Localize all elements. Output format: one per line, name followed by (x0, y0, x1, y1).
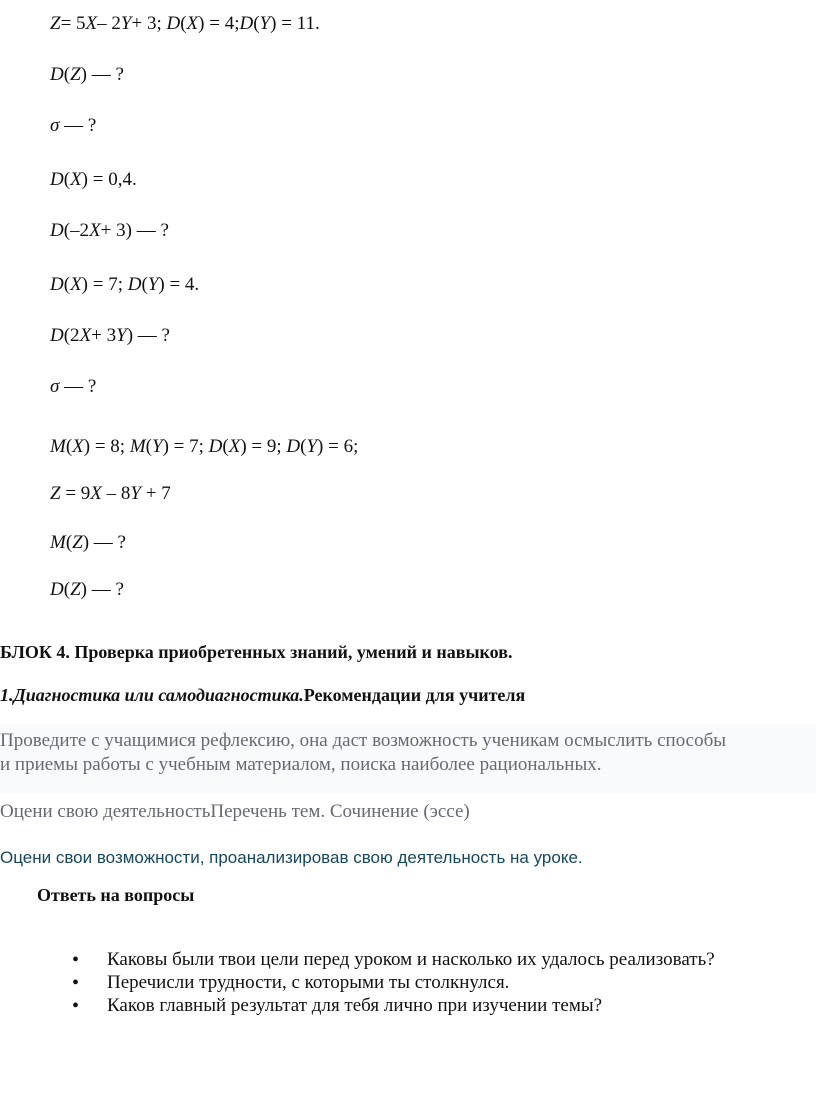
question-text: Каков главный результат для тебя лично при изучении темы? (107, 995, 603, 1016)
recommendation-line-1: Проведите с учащимися рефлексию, она даст возможность ученикам осмыслить способы (0, 730, 727, 751)
formula-task4-given: M(X) = 8; M(Y) = 7; D(X) = 9; D(Y) = 6; (50, 436, 359, 457)
formula-task2-given: D(X) = 0,4. (50, 169, 137, 190)
bullet-icon: • (72, 972, 80, 994)
evaluate-activity-line: Оцени свою деятельностьПеречень тем. Сочинение (эссе) (0, 801, 470, 822)
formula-task4-question-mz: M(Z) — ? (50, 532, 126, 553)
bullet-icon: • (72, 949, 80, 971)
answer-questions-heading: Ответь на вопросы (37, 885, 195, 905)
diagnostics-label: 1.Диагностика или самодиагностика. (0, 685, 304, 705)
question-text: Каковы были твои цели перед уроком и насколько их удалось реализовать? (107, 949, 715, 970)
formula-task4-equation: Z = 9X – 8Y + 7 (50, 483, 171, 504)
formula-task4-question-dz: D(Z) — ? (50, 579, 124, 600)
formula-task1-question-dz: D(Z) — ? (50, 64, 124, 85)
teacher-recommendations-label: Рекомендации для учителя (303, 685, 526, 705)
recommendation-line-2: и приемы работы с учебным материалом, поиска наиболее рациональных. (0, 754, 602, 775)
formula-task3-given: D(X) = 7; D(Y) = 4. (50, 274, 200, 295)
formula-task2-question: D(–2X+ 3) — ? (50, 220, 169, 241)
formula-task3-question-sigma: σ — ? (50, 376, 97, 397)
formula-task1-given: Z= 5X– 2Y+ 3; D(X) = 4;D(Y) = 11. (50, 13, 320, 34)
block4-subheading (0, 683, 525, 707)
formula-task3-question-d: D(2X+ 3Y) — ? (50, 325, 170, 346)
block4-heading: БЛОК 4. Проверка приобретенных знаний, умений и навыков. (0, 642, 513, 662)
formula-task1-question-sigma: σ — ? (50, 115, 97, 136)
evaluate-possibilities-line: Оцени свои возможности, проанализировав свою деятельность на уроке. (0, 848, 583, 867)
question-text: Перечисли трудности, с которыми ты столкнулся. (107, 972, 510, 993)
bullet-icon: • (72, 995, 80, 1017)
